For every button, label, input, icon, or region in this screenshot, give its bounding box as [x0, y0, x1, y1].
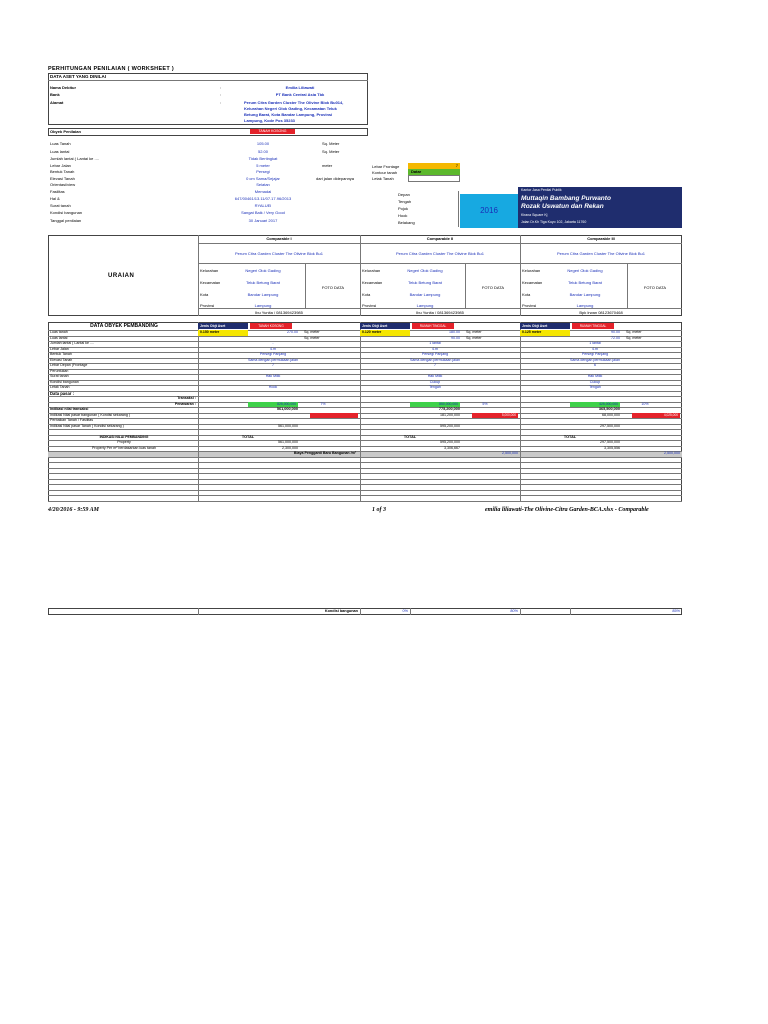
cell-value: 4.m	[432, 346, 438, 351]
penawaran-pct: 5%	[482, 401, 488, 406]
data-obyek-label: DATA OBYEK PEMBANDING	[90, 323, 158, 329]
row-value: 52.00	[257, 149, 268, 154]
row-value: RYALUEI	[254, 203, 272, 208]
indikasi-pembanding-label: INDIKASI NILAI PEMBANDING	[99, 434, 149, 439]
row-label: Fasilitas	[50, 189, 65, 194]
biaya-value: 2,500,000	[502, 451, 518, 456]
contact: Bpk Irwan 08123670468	[579, 310, 623, 315]
penawaran-label: Penawaran :	[174, 401, 196, 406]
footer-page: 1 of 3	[372, 507, 386, 513]
penawaran-pct: 7%	[320, 401, 326, 406]
luas-badge: 0.120 meter	[360, 330, 410, 336]
biaya-value: 2,500,000	[664, 451, 680, 456]
row-label: Elevasi Tanah	[50, 176, 75, 181]
row-value: Selatan	[256, 182, 270, 187]
nama-debitur: Emilia Liliawati	[285, 85, 315, 90]
loc-label: Kecamatan	[522, 280, 543, 285]
grid-label: Luas tanah	[50, 330, 68, 335]
cell-value: 1 lantai	[589, 341, 601, 346]
penawaran-value: 825,000,000	[248, 402, 298, 408]
cell-unit: Sq. meter	[466, 330, 482, 335]
row-value: Memadai	[254, 189, 272, 194]
frontage-label: Lebar Frontage	[372, 164, 400, 169]
comparable-property: Perum Citra Garden Cluster The Olivine Blok Bu1	[396, 251, 484, 256]
cell-value: Hak Milik	[265, 374, 281, 379]
contact: Ibu Yunita / 081369423985	[255, 310, 303, 315]
per-m2-value: 3,305,556	[604, 445, 620, 450]
row-value: Tidak Bertingkat	[248, 156, 278, 161]
indikasi-tanah: 297,500,000	[600, 423, 620, 428]
cell-unit: Sq. meter	[304, 330, 320, 335]
cell-unit: Sq. meter	[466, 335, 482, 340]
loc-value: Negeri Olok Gading	[245, 268, 281, 273]
grid-label: Kondisi bangunan	[50, 379, 79, 384]
cell-value: Persegi Panjang	[259, 352, 287, 357]
kondisi-bar-label: Kondisi bangunan	[324, 609, 358, 613]
loc-label: Kota	[522, 292, 531, 297]
comparable-title: Comparable III	[587, 236, 615, 241]
indikasi-bangunan: 181,200,000	[440, 412, 460, 417]
aset-header: DATA ASET YANG DINILAI	[50, 74, 107, 79]
indikasi-tanah: 595,200,000	[440, 423, 460, 428]
cell-value: 6	[594, 363, 596, 368]
cell-value: -	[272, 341, 274, 346]
obyek-badge: TANAH KOSONG	[250, 129, 295, 134]
cell-value: 4.m	[592, 346, 598, 351]
row-value: 5 meter	[256, 163, 270, 168]
cell-unit: Sq. meter	[626, 330, 642, 335]
loc-value: Teluk Betung Barat	[246, 280, 280, 285]
loc-value: Lampung	[576, 303, 594, 308]
grid-label: Letak Tanah	[50, 385, 70, 390]
loc-value: Lampung	[254, 303, 272, 308]
perbaikan-label: Perbaikan Tanah / Fasilitas	[50, 418, 94, 423]
cell-value: Tengah	[589, 385, 601, 390]
alamat-label: Alamat	[50, 100, 64, 105]
row-label: Jumlah lantai ( Lantai ke ....	[50, 156, 99, 161]
data-pasar-label: Data pasar :	[50, 390, 74, 396]
red-cell: 5,000,000	[472, 413, 518, 419]
cell-value: 1 lantai	[429, 341, 441, 346]
letak-label: Letak Tanah	[372, 176, 394, 181]
loc-label: Provinsi	[200, 303, 215, 308]
cell-value: Sama dengan permukaan jalan	[410, 357, 460, 362]
cell-unit: Sq. meter	[626, 335, 642, 340]
total-label: TOTAL	[241, 434, 255, 439]
cell-value: Cukup	[589, 379, 601, 384]
cell-value: 72.00	[611, 335, 620, 340]
cell-value: 270.00	[287, 330, 298, 335]
loc-label: Kelurahan	[522, 268, 541, 273]
indikasi-label: Indikasi nilai transaksi	[50, 407, 89, 412]
foto-data: FOTO DATA	[321, 285, 345, 290]
frontage-value: 7	[408, 163, 460, 169]
indikasi-value: 365,500,000	[598, 407, 620, 412]
footer-filename: emilia liliawati-The Olivine-Citra Garden-BCA.xlsx - Comparable	[485, 507, 649, 513]
page-title: PERHITUNGAN PENILAIAN ( WORKSHEET )	[48, 66, 174, 72]
row-unit: Sq. Meter	[322, 141, 340, 146]
nama-debitur-label: Nama Debitur	[50, 85, 77, 90]
cell-value: Persegi Panjang	[581, 352, 609, 357]
foto-data: FOTO DATA	[643, 285, 667, 290]
indikasi-bangunan: 68,000,000	[602, 412, 620, 417]
cell-value: Tengah	[429, 385, 441, 390]
alamat-line: Perum Citra Garden Cluster The Olivine Blok Bu014,	[244, 100, 344, 105]
loc-label: Kecamatan	[200, 280, 221, 285]
indikasi-tanah: 561,000,000	[278, 423, 298, 428]
property-label: Property	[117, 440, 131, 445]
cell-value: 90.00	[451, 335, 460, 340]
indikasi-value: 775,200,000	[438, 407, 460, 412]
loc-label: Kecamatan	[362, 280, 383, 285]
loc-value: Bandar Lampung	[569, 292, 601, 297]
cell-unit: Sq. meter	[304, 335, 320, 340]
luas-badge: 0.125 meter	[520, 330, 570, 336]
jenis-badge: RUMAH TINGGAL	[572, 323, 614, 329]
kjpp-name: Muttaqin Bambang Purwanto	[521, 195, 611, 202]
alamat-line: Lampung, Kode Pos 35233	[244, 118, 295, 123]
kjpp-name: Rozak Uswatun dan Rekan	[521, 203, 604, 210]
row-label: Kondisi bangunan	[50, 210, 83, 215]
biaya-label: Biaya Pengganti Baru Bangunan /m²	[293, 451, 356, 456]
loc-label: Kota	[200, 292, 209, 297]
row-label: Orientasi/view	[50, 182, 76, 187]
per-m2-label: Property Per m² berdasarkan luas tanah	[92, 445, 156, 450]
jenis-badge: RUMAH TINGGAL	[412, 323, 454, 329]
grid-label: Lebar Jalan	[50, 346, 69, 351]
grid-label: Surat tanah	[50, 374, 69, 379]
cell-value: 90.00	[611, 330, 620, 335]
uraian-label: URAIAN	[108, 273, 135, 279]
row-value: Sangat Baik / Very Good	[241, 210, 285, 215]
cell-value: 4.m	[270, 346, 276, 351]
obyek-label: Obyek Penilaian	[50, 129, 81, 134]
grid-label: Peruntukan	[50, 368, 69, 373]
property-value: 561,000,000	[278, 440, 298, 445]
alamat-line: Betung Barat, Kota Bandar Lampung, Provinsi	[244, 112, 333, 117]
contact: Ibu Yunita / 081369423985	[416, 310, 464, 315]
row-value: 647/00461/13.11/07.17.96/2013	[234, 196, 292, 201]
indikasi-value: 561,000,000	[276, 407, 298, 412]
per-m2-value: 2,300,000	[282, 445, 298, 450]
indikasi-tanah-label: Indikasi Nilai pasar Tanah ( Kondisi sekarang )	[50, 423, 124, 428]
bank-label: Bank	[50, 92, 60, 97]
row-label: Hal &	[50, 196, 60, 201]
per-m2-value: 3,306,667	[444, 445, 460, 450]
loc-value: Teluk Betung Barat	[568, 280, 602, 285]
total-label: TOTAL	[563, 434, 577, 439]
row-value: 0 cm Sama/Sejajar	[246, 176, 280, 181]
row-label: Tanggal penilaian	[50, 218, 82, 223]
cell-value: 7	[434, 363, 436, 368]
jenis-cell: Jenis Objt Aset	[520, 323, 570, 329]
row-label: Surat tanah	[50, 203, 71, 208]
property-value: 297,500,000	[600, 440, 620, 445]
loc-label: Provinsi	[522, 303, 537, 308]
indikasi-bangunan-label: Indikasi Nilai pasar bangunan ( Kondisi sekarang )	[50, 412, 131, 417]
red-cell: 4,025,000	[632, 413, 680, 419]
loc-value: Negeri Olok Gading	[407, 268, 443, 273]
row-unit: Sq. Meter	[322, 149, 340, 154]
grid-label: Bentuk Tanah	[50, 352, 72, 357]
penawaran-pct: 10%	[641, 401, 649, 406]
cell-value: Hak Milik	[587, 374, 603, 379]
penawaran-value: 850,000,000	[410, 402, 460, 408]
row-unit: dari jalan didepannya	[316, 176, 355, 181]
comparable-title: Comparable I	[266, 236, 292, 241]
comparable-property: Perum Citra Garden Cluster The Olivine Blok Bu1	[557, 251, 645, 256]
penawaran-value: 425,000,000	[570, 402, 620, 408]
row-label: Bentuk Tanah	[50, 169, 75, 174]
loc-value: Bandar Lampung	[247, 292, 279, 297]
comparable-property: Perum Citra Garden Cluster The Olivine Blok Bu1	[235, 251, 323, 256]
red-cell	[310, 413, 358, 419]
row-value: Persegi	[256, 169, 270, 174]
grid-label: Jumlah lantai ( Lantai ke ....	[50, 341, 94, 346]
total-label: TOTAL	[403, 434, 417, 439]
comparable-title: Comparable II	[426, 236, 454, 241]
kontour-value: Datar	[408, 169, 460, 175]
loc-value: Negeri Olok Gading	[567, 268, 603, 273]
jenis-cell: Jenis Objt Aset	[360, 323, 410, 329]
kontour-label: Kontour tanah	[372, 170, 398, 175]
footer-date: 4/20/2016 - 9:59 AM	[48, 507, 99, 513]
cell-value: Cukup	[429, 379, 441, 384]
year-cell: 2016	[460, 194, 518, 228]
loc-value: Bandar Lampung	[409, 292, 441, 297]
cell-value: Sama dengan permukaan jalan	[248, 357, 298, 362]
grid-label: Luas lantai	[50, 335, 68, 340]
row-label: Lebar Jalan	[50, 163, 71, 168]
loc-label: Kelurahan	[362, 268, 381, 273]
loc-label: Provinsi	[362, 303, 377, 308]
loc-label: Kelurahan	[200, 268, 219, 273]
jenis-badge: TANAH KOSONG	[250, 323, 292, 329]
cell-value: 180.00	[449, 330, 460, 335]
cell-value: Hook	[268, 385, 278, 390]
cell-value: Hak Milik	[427, 374, 443, 379]
cell-value: Persegi Panjang	[421, 352, 449, 357]
row-label: Luas lantai	[50, 149, 70, 154]
cell-value: Sama dengan permukaan jalan	[570, 357, 620, 362]
property-value: 595,200,000	[440, 440, 460, 445]
luas-badge: 0.150 meter	[198, 330, 248, 336]
jenis-cell: Jenis Objt Aset	[198, 323, 248, 329]
row-value: 105.00	[256, 141, 270, 146]
bank: PT Bank Central Asia Tbk	[275, 92, 325, 97]
row-value: 30 Januari 2017	[248, 218, 278, 223]
loc-value: Teluk Betung Barat	[408, 280, 442, 285]
row-unit: meter	[322, 163, 333, 168]
foto-data: FOTO DATA	[481, 285, 505, 290]
cell-value: 7	[272, 363, 274, 368]
loc-label: Kota	[362, 292, 371, 297]
transaksi-label: Transaksi :	[177, 396, 196, 401]
alamat-line: Kelurahan Negeri Olok Gading, Kecamatan Teluk	[244, 106, 337, 111]
grid-label: Lebar Depan (Frontage	[50, 363, 88, 368]
row-label: Luas Tanah	[50, 141, 71, 146]
loc-value: Lampung	[416, 303, 434, 308]
grid-label: Elevasi Tanah	[50, 357, 73, 362]
